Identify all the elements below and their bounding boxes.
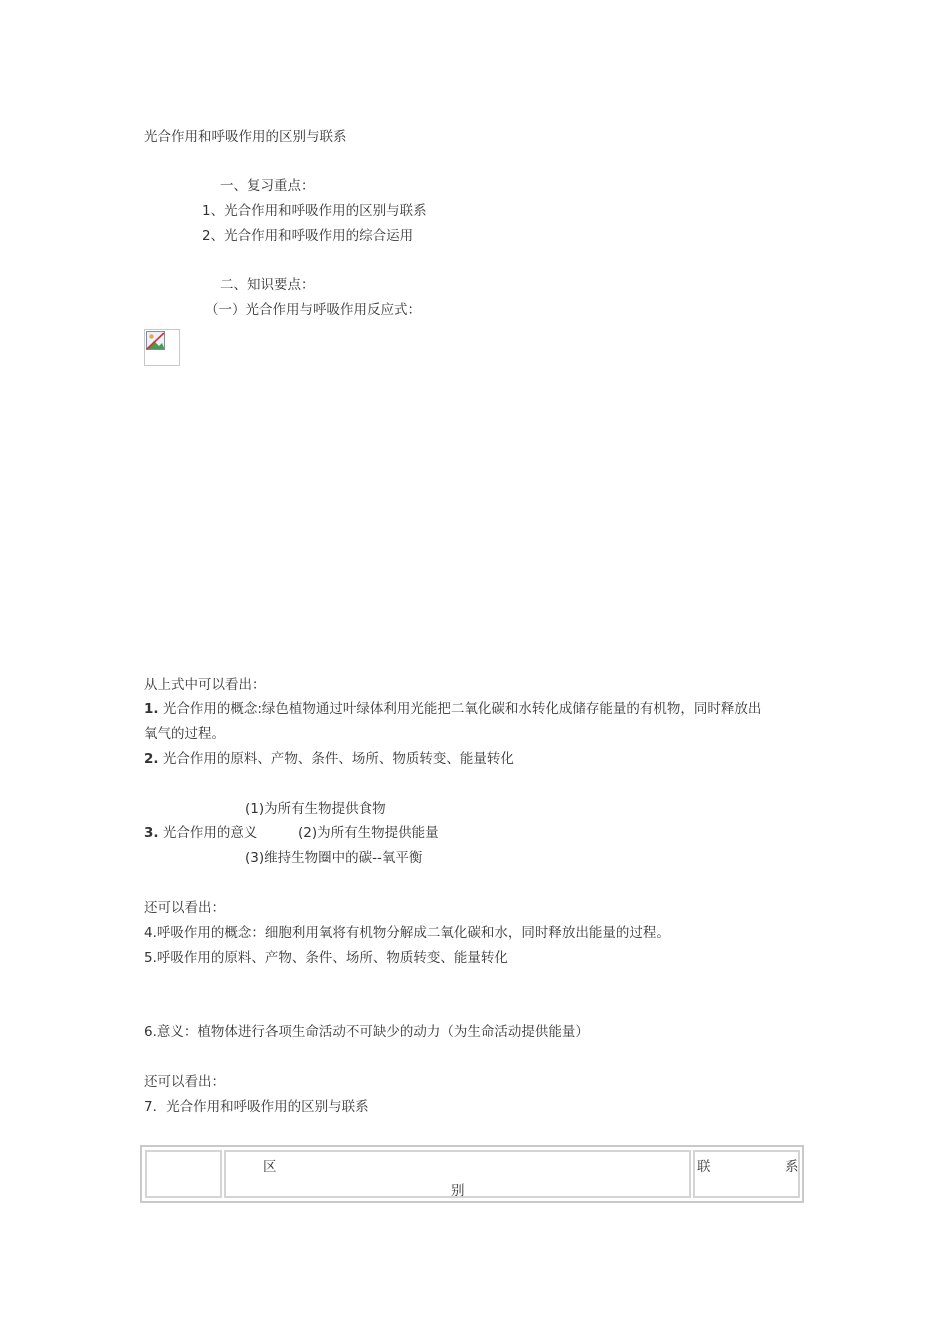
- significance-item-3: (3)维持生物圈中的碳--氧平衡: [245, 850, 423, 866]
- observe-1: 从上式中可以看出：: [144, 677, 266, 693]
- table-cell-empty: [145, 1150, 222, 1198]
- table-cell-difference: [224, 1150, 691, 1198]
- section2-heading: 二、知识要点：: [220, 277, 315, 293]
- observe-2: 还可以看出：: [144, 900, 225, 916]
- table-header-relation-2: 系: [785, 1159, 799, 1175]
- table-cell-relation: [693, 1150, 800, 1198]
- table-header-relation-1: 联: [697, 1159, 711, 1175]
- point-3: 3. 光合作用的意义: [144, 825, 258, 841]
- significance-item-1: (1)为所有生物提供食物: [245, 801, 386, 817]
- section1-item-1: 1、光合作用和呼吸作用的区别与联系: [202, 203, 427, 219]
- broken-image-icon: [146, 331, 166, 351]
- point-6: 6.意义：植物体进行各项生命活动不可缺少的动力（为生命活动提供能量）: [144, 1024, 589, 1040]
- table-header-difference-1: 区: [263, 1159, 277, 1175]
- table-header-difference-2: 别: [451, 1183, 465, 1199]
- doc-title: 光合作用和呼吸作用的区别与联系: [144, 129, 347, 145]
- section1-heading: 一、复习重点：: [220, 178, 315, 194]
- comparison-table: [140, 1145, 804, 1203]
- point-7: 7．光合作用和呼吸作用的区别与联系: [144, 1099, 369, 1115]
- section1-item-2: 2、光合作用和呼吸作用的综合运用: [202, 228, 414, 244]
- point-4: 4.呼吸作用的概念：细胞利用氧将有机物分解成二氧化碳和水，同时释放出能量的过程。: [144, 925, 670, 941]
- significance-item-2: (2)为所有生物提供能量: [298, 825, 439, 841]
- section2-subheading: （一）光合作用与呼吸作用反应式：: [205, 302, 421, 318]
- reaction-equation-image: [144, 329, 180, 366]
- point-1-line-2: 氧气的过程。: [144, 726, 225, 742]
- point-5: 5.呼吸作用的原料、产物、条件、场所、物质转变、能量转化: [144, 950, 508, 966]
- point-1-line-1: 1. 光合作用的概念:绿色植物通过叶绿体利用光能把二氧化碳和水转化成储存能量的有机物，同时释放出: [144, 701, 762, 717]
- point-2: 2. 光合作用的原料、产物、条件、场所、物质转变、能量转化: [144, 751, 514, 767]
- observe-3: 还可以看出：: [144, 1074, 225, 1090]
